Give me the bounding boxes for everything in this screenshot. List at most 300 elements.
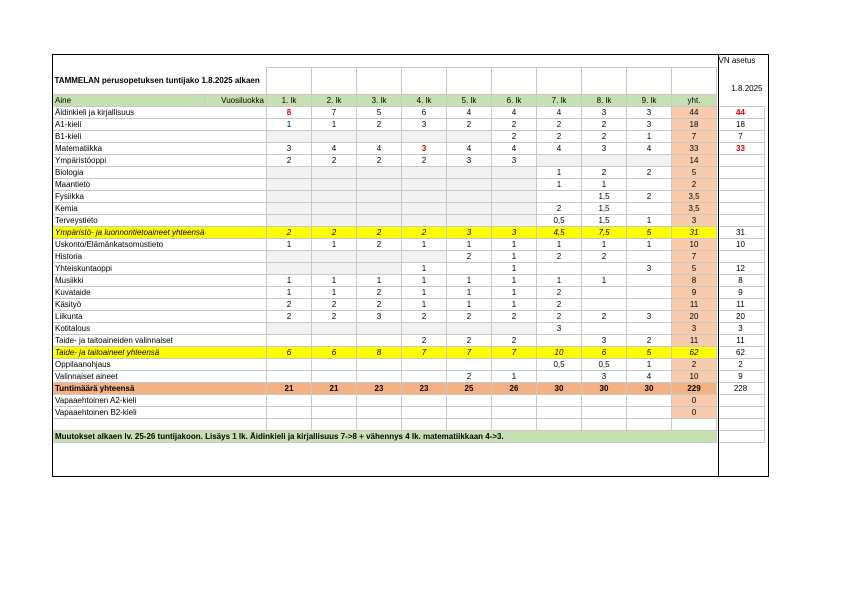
header-grade: 4. lk <box>402 94 447 106</box>
hour-cell: 1 <box>312 238 357 250</box>
total-cell: 11 <box>672 334 717 346</box>
hour-cell <box>267 190 312 202</box>
hour-cell: 5 <box>357 106 402 118</box>
hour-cell <box>492 214 537 226</box>
total-cell: 14 <box>672 154 717 166</box>
hour-cell <box>582 394 627 406</box>
hour-cell: 3 <box>447 226 492 238</box>
hour-cell <box>357 202 402 214</box>
hour-cell <box>267 394 312 406</box>
total-cell: 3,5 <box>672 202 717 214</box>
hour-cell: 2 <box>447 250 492 262</box>
hour-cell: 21 <box>312 382 357 394</box>
table-row <box>53 166 765 178</box>
total-cell: 0 <box>672 394 717 406</box>
hour-cell <box>402 358 447 370</box>
hour-cell: 2 <box>537 118 582 130</box>
table-row <box>53 274 765 286</box>
spacer-row <box>53 418 765 430</box>
subject-name: Oppilaanohjaus <box>53 358 267 370</box>
total-cell: 7 <box>672 250 717 262</box>
total-cell: 5 <box>672 166 717 178</box>
hour-cell: 6 <box>402 106 447 118</box>
hour-cell: 1 <box>492 370 537 382</box>
hour-cell: 8 <box>357 346 402 358</box>
hour-cell: 3 <box>447 154 492 166</box>
hour-cell: 7 <box>447 346 492 358</box>
hour-cell <box>357 178 402 190</box>
vn-cell: 12 <box>717 262 765 274</box>
hour-cell <box>357 130 402 142</box>
hour-cell <box>447 190 492 202</box>
table-row <box>53 358 765 370</box>
hour-cell <box>537 334 582 346</box>
vn-cell: 31 <box>717 226 765 238</box>
hour-cell <box>447 214 492 226</box>
hour-cell <box>492 166 537 178</box>
hour-cell: 1 <box>627 130 672 142</box>
hour-cell <box>492 178 537 190</box>
header-yht: yht. <box>672 94 717 106</box>
hour-cell <box>267 262 312 274</box>
hour-cell: 2 <box>492 310 537 322</box>
hour-cell <box>357 322 402 334</box>
total-cell: 44 <box>672 106 717 118</box>
total-cell: 2 <box>672 358 717 370</box>
total-cell: 3,5 <box>672 190 717 202</box>
hour-cell <box>537 370 582 382</box>
hour-cell: 1 <box>627 214 672 226</box>
hour-cell <box>267 250 312 262</box>
hour-cell: 3 <box>402 142 447 154</box>
hour-cell: 3 <box>627 310 672 322</box>
hour-cell: 2 <box>447 370 492 382</box>
hour-cell <box>627 202 672 214</box>
header-grade: 3. lk <box>357 94 402 106</box>
total-cell: 2 <box>672 178 717 190</box>
table-row <box>53 262 765 274</box>
hour-cell <box>447 202 492 214</box>
hour-cell: 4 <box>447 142 492 154</box>
hour-cell: 7 <box>402 346 447 358</box>
hour-cell <box>402 166 447 178</box>
vn-cell: 62 <box>717 346 765 358</box>
hour-cell <box>267 334 312 346</box>
table-row <box>53 286 765 298</box>
hour-cell: 1 <box>537 178 582 190</box>
hour-cell: 7,5 <box>582 226 627 238</box>
hour-cell: 3 <box>627 106 672 118</box>
hour-cell <box>492 190 537 202</box>
hour-cell: 25 <box>447 382 492 394</box>
hour-cell <box>357 250 402 262</box>
hour-cell: 5 <box>627 346 672 358</box>
vn-cell: 8 <box>717 274 765 286</box>
hour-cell <box>402 214 447 226</box>
hour-cell <box>492 322 537 334</box>
hour-cell <box>357 394 402 406</box>
page-title: TAMMELAN perusopetuksen tuntijako 1.8.2025 alkaen <box>54 75 260 85</box>
hour-cell: 0,5 <box>537 358 582 370</box>
hour-cell: 2 <box>447 310 492 322</box>
total-cell: 8 <box>672 274 717 286</box>
hour-cell <box>447 130 492 142</box>
hour-cell: 3 <box>582 142 627 154</box>
subject-name: Terveystieto <box>53 214 267 226</box>
header-row <box>53 94 765 106</box>
hour-cell <box>582 262 627 274</box>
hour-cell <box>402 322 447 334</box>
hour-cell: 2 <box>627 166 672 178</box>
hour-cell <box>402 370 447 382</box>
hour-cell <box>627 250 672 262</box>
hour-cell: 2 <box>492 334 537 346</box>
subject-name: Musiikki <box>53 274 267 286</box>
hour-cell: 2 <box>312 310 357 322</box>
hour-cell: 7 <box>492 346 537 358</box>
hour-cell: 3 <box>267 142 312 154</box>
hour-cell <box>627 322 672 334</box>
subject-name: Taide- ja taitoaineiden valinnaiset <box>53 334 267 346</box>
hour-cell: 1 <box>492 286 537 298</box>
hour-cell: 2 <box>267 226 312 238</box>
hour-cell: 1 <box>267 118 312 130</box>
vn-cell: 33 <box>717 142 765 154</box>
hour-cell: 5 <box>627 226 672 238</box>
hour-cell: 3 <box>627 118 672 130</box>
hour-cell: 2 <box>267 310 312 322</box>
hour-cell: 3 <box>582 370 627 382</box>
table-row <box>53 154 765 166</box>
vn-cell <box>717 250 765 262</box>
table-row <box>53 394 765 406</box>
vn-cell <box>717 406 765 418</box>
table-row <box>53 322 765 334</box>
total-cell: 18 <box>672 118 717 130</box>
hour-cell: 2 <box>627 334 672 346</box>
total-cell: 11 <box>672 298 717 310</box>
total-cell: 62 <box>672 346 717 358</box>
hour-cell: 2 <box>537 250 582 262</box>
hour-cell: 30 <box>582 382 627 394</box>
vn-cell: 9 <box>717 286 765 298</box>
hour-cell: 1 <box>267 286 312 298</box>
hour-cell: 30 <box>537 382 582 394</box>
hour-cell <box>267 178 312 190</box>
hour-cell <box>267 214 312 226</box>
hour-cell <box>312 358 357 370</box>
hour-cell: 3 <box>582 334 627 346</box>
total-cell: 20 <box>672 310 717 322</box>
hour-cell <box>582 322 627 334</box>
table-row <box>53 310 765 322</box>
total-cell: 3 <box>672 322 717 334</box>
hour-cell: 1 <box>492 262 537 274</box>
table-row <box>53 142 765 154</box>
total-cell: 31 <box>672 226 717 238</box>
total-cell: 33 <box>672 142 717 154</box>
hour-cell: 2 <box>402 226 447 238</box>
hour-cell: 2 <box>357 226 402 238</box>
hour-cell: 2 <box>492 130 537 142</box>
vn-cell: 20 <box>717 310 765 322</box>
table-row <box>53 202 765 214</box>
hour-cell <box>267 370 312 382</box>
hour-cell: 23 <box>357 382 402 394</box>
hour-cell: 1 <box>447 238 492 250</box>
hour-cell: 3 <box>492 154 537 166</box>
hour-cell: 2 <box>537 130 582 142</box>
hour-cell <box>312 262 357 274</box>
hour-cell: 2 <box>357 298 402 310</box>
hour-cell: 23 <box>402 382 447 394</box>
hour-cell: 1 <box>492 238 537 250</box>
subject-name: A1-kieli <box>53 118 267 130</box>
hour-cell: 2 <box>312 154 357 166</box>
hour-cell: 30 <box>627 382 672 394</box>
hour-cell: 2 <box>267 298 312 310</box>
hour-cell <box>357 214 402 226</box>
hour-cell <box>357 166 402 178</box>
header-vuosiluokka: Vuosiluokka <box>205 94 267 106</box>
table-row <box>53 130 765 142</box>
hour-cell: 2 <box>402 310 447 322</box>
hour-cell <box>627 394 672 406</box>
subject-name: Yhteiskuntaoppi <box>53 262 267 274</box>
hour-cell: 1 <box>267 238 312 250</box>
hour-cell <box>357 370 402 382</box>
total-cell: 5 <box>672 262 717 274</box>
hour-cell <box>402 178 447 190</box>
hour-cell: 1 <box>492 298 537 310</box>
header-grade: 1. lk <box>267 94 312 106</box>
hour-cell: 3 <box>402 118 447 130</box>
hour-cell: 2 <box>402 154 447 166</box>
hour-cell: 1 <box>312 286 357 298</box>
hour-cell <box>402 406 447 418</box>
hour-cell <box>267 130 312 142</box>
hour-cell <box>492 202 537 214</box>
hour-cell: 3 <box>582 106 627 118</box>
hour-cell <box>537 190 582 202</box>
vn-cell: 18 <box>717 118 765 130</box>
hour-cell: 1 <box>402 262 447 274</box>
hour-cell: 4 <box>447 106 492 118</box>
table-row <box>53 382 765 394</box>
hour-cell: 1 <box>402 238 447 250</box>
vn-cell <box>717 154 765 166</box>
subject-name: Liikunta <box>53 310 267 322</box>
subject-name: Äidinkieli ja kirjallisuus <box>53 106 267 118</box>
hour-cell <box>267 358 312 370</box>
hour-cell: 3 <box>537 322 582 334</box>
hour-cell: 1 <box>582 274 627 286</box>
vn-cell: 7 <box>717 130 765 142</box>
hour-cell: 2 <box>582 118 627 130</box>
hour-cell <box>627 406 672 418</box>
hour-cell: 26 <box>492 382 537 394</box>
table-row <box>53 370 765 382</box>
hour-cell <box>582 286 627 298</box>
hour-cell: 1 <box>537 274 582 286</box>
hour-cell: 2 <box>357 286 402 298</box>
hour-cell: 1,5 <box>582 214 627 226</box>
table-row <box>53 106 765 118</box>
hour-cell: 4 <box>537 142 582 154</box>
hour-cell: 3 <box>627 262 672 274</box>
hour-cell: 2 <box>627 190 672 202</box>
hour-cell <box>447 358 492 370</box>
subject-name: Biologia <box>53 166 267 178</box>
footer-row <box>53 430 765 442</box>
subject-name: Historia <box>53 250 267 262</box>
subject-name: Kuvataide <box>53 286 267 298</box>
hour-cell: 21 <box>267 382 312 394</box>
hour-cell: 6 <box>582 346 627 358</box>
hour-cell <box>627 298 672 310</box>
hour-cell: 1 <box>492 250 537 262</box>
hour-cell: 0,5 <box>537 214 582 226</box>
hour-cell: 7 <box>312 106 357 118</box>
hour-cell: 1 <box>447 274 492 286</box>
hour-cell: 4 <box>492 106 537 118</box>
hour-cell <box>582 406 627 418</box>
hour-cell <box>627 178 672 190</box>
hour-cell <box>312 130 357 142</box>
vn-cell: 11 <box>717 298 765 310</box>
hour-cell <box>402 394 447 406</box>
hour-cell: 4 <box>627 370 672 382</box>
vn-cell <box>717 202 765 214</box>
hour-cell <box>312 334 357 346</box>
hour-cell <box>447 178 492 190</box>
table-row <box>53 118 765 130</box>
hour-cell: 4,5 <box>537 226 582 238</box>
hour-cell <box>627 286 672 298</box>
subject-name: Fysiikka <box>53 190 267 202</box>
hour-cell <box>357 406 402 418</box>
hour-cell <box>447 322 492 334</box>
hour-cell: 2 <box>582 310 627 322</box>
total-cell: 10 <box>672 238 717 250</box>
table-row <box>53 214 765 226</box>
vn-cell: 228 <box>717 382 765 394</box>
hour-cell: 1 <box>537 166 582 178</box>
hour-cell <box>537 406 582 418</box>
hour-cell <box>402 250 447 262</box>
vn-cell: 11 <box>717 334 765 346</box>
hour-cell: 2 <box>357 118 402 130</box>
hour-cell: 2 <box>537 202 582 214</box>
subject-name: Ympäristö- ja luonnontietoaineet yhteensä <box>53 226 267 238</box>
vn-cell <box>717 214 765 226</box>
hour-cell: 2 <box>267 154 312 166</box>
hour-cell: 2 <box>357 154 402 166</box>
hour-cell: 2 <box>312 226 357 238</box>
total-cell: 229 <box>672 382 717 394</box>
subject-name: Uskonto/Elämänkatsomustieto <box>53 238 267 250</box>
hour-cell: 1 <box>402 298 447 310</box>
subject-name: Matematiikka <box>53 142 267 154</box>
spreadsheet <box>52 54 769 477</box>
hour-cell: 2 <box>537 310 582 322</box>
hour-cell <box>267 406 312 418</box>
hour-cell: 1 <box>357 274 402 286</box>
vn-cell <box>717 190 765 202</box>
hour-cell: 1 <box>267 274 312 286</box>
vn-cell <box>717 166 765 178</box>
hour-cell: 2 <box>402 334 447 346</box>
hour-cell: 2 <box>582 130 627 142</box>
hour-cell: 1 <box>402 286 447 298</box>
hour-cell: 1 <box>492 274 537 286</box>
hour-cell <box>492 358 537 370</box>
timetable-grid <box>52 54 765 443</box>
hour-cell: 2 <box>492 118 537 130</box>
hour-cell <box>627 274 672 286</box>
hour-cell <box>312 406 357 418</box>
hour-cell <box>312 214 357 226</box>
subject-name: Vapaaehtoinen B2-kieli <box>53 406 267 418</box>
hour-cell <box>492 406 537 418</box>
hour-cell: 8 <box>267 106 312 118</box>
vn-cell: 44 <box>717 106 765 118</box>
hour-cell: 1 <box>402 274 447 286</box>
header-grade: 6. lk <box>492 94 537 106</box>
header-grade: 8. lk <box>582 94 627 106</box>
vn-cell: 3 <box>717 322 765 334</box>
total-cell: 7 <box>672 130 717 142</box>
hour-cell: 4 <box>537 106 582 118</box>
hour-cell: 1 <box>312 118 357 130</box>
hour-cell: 1 <box>627 238 672 250</box>
hour-cell: 1,5 <box>582 190 627 202</box>
hour-cell <box>312 202 357 214</box>
total-cell: 10 <box>672 370 717 382</box>
vn-cell: 9 <box>717 370 765 382</box>
hour-cell: 4 <box>627 142 672 154</box>
hour-cell <box>357 358 402 370</box>
subject-name: Maantieto <box>53 178 267 190</box>
vn-label: VN asetus <box>718 56 756 65</box>
table-row <box>53 238 765 250</box>
hour-cell <box>357 262 402 274</box>
hour-cell <box>267 202 312 214</box>
hour-cell <box>312 178 357 190</box>
total-cell: 0 <box>672 406 717 418</box>
hour-cell: 2 <box>447 334 492 346</box>
subject-name: Kemia <box>53 202 267 214</box>
hour-cell: 1 <box>582 178 627 190</box>
hour-cell: 6 <box>267 346 312 358</box>
table-row <box>53 298 765 310</box>
table-row <box>53 178 765 190</box>
hour-cell <box>357 190 402 202</box>
hour-cell: 6 <box>312 346 357 358</box>
hour-cell <box>357 334 402 346</box>
hour-cell: 2 <box>312 298 357 310</box>
hour-cell: 10 <box>537 346 582 358</box>
hour-cell: 3 <box>492 226 537 238</box>
hour-cell: 4 <box>492 142 537 154</box>
hour-cell <box>312 394 357 406</box>
hour-cell: 1,5 <box>582 202 627 214</box>
hour-cell: 2 <box>537 298 582 310</box>
hour-cell <box>537 394 582 406</box>
hour-cell: 1 <box>447 286 492 298</box>
header-aine: Aine <box>53 94 205 106</box>
hour-cell <box>447 394 492 406</box>
